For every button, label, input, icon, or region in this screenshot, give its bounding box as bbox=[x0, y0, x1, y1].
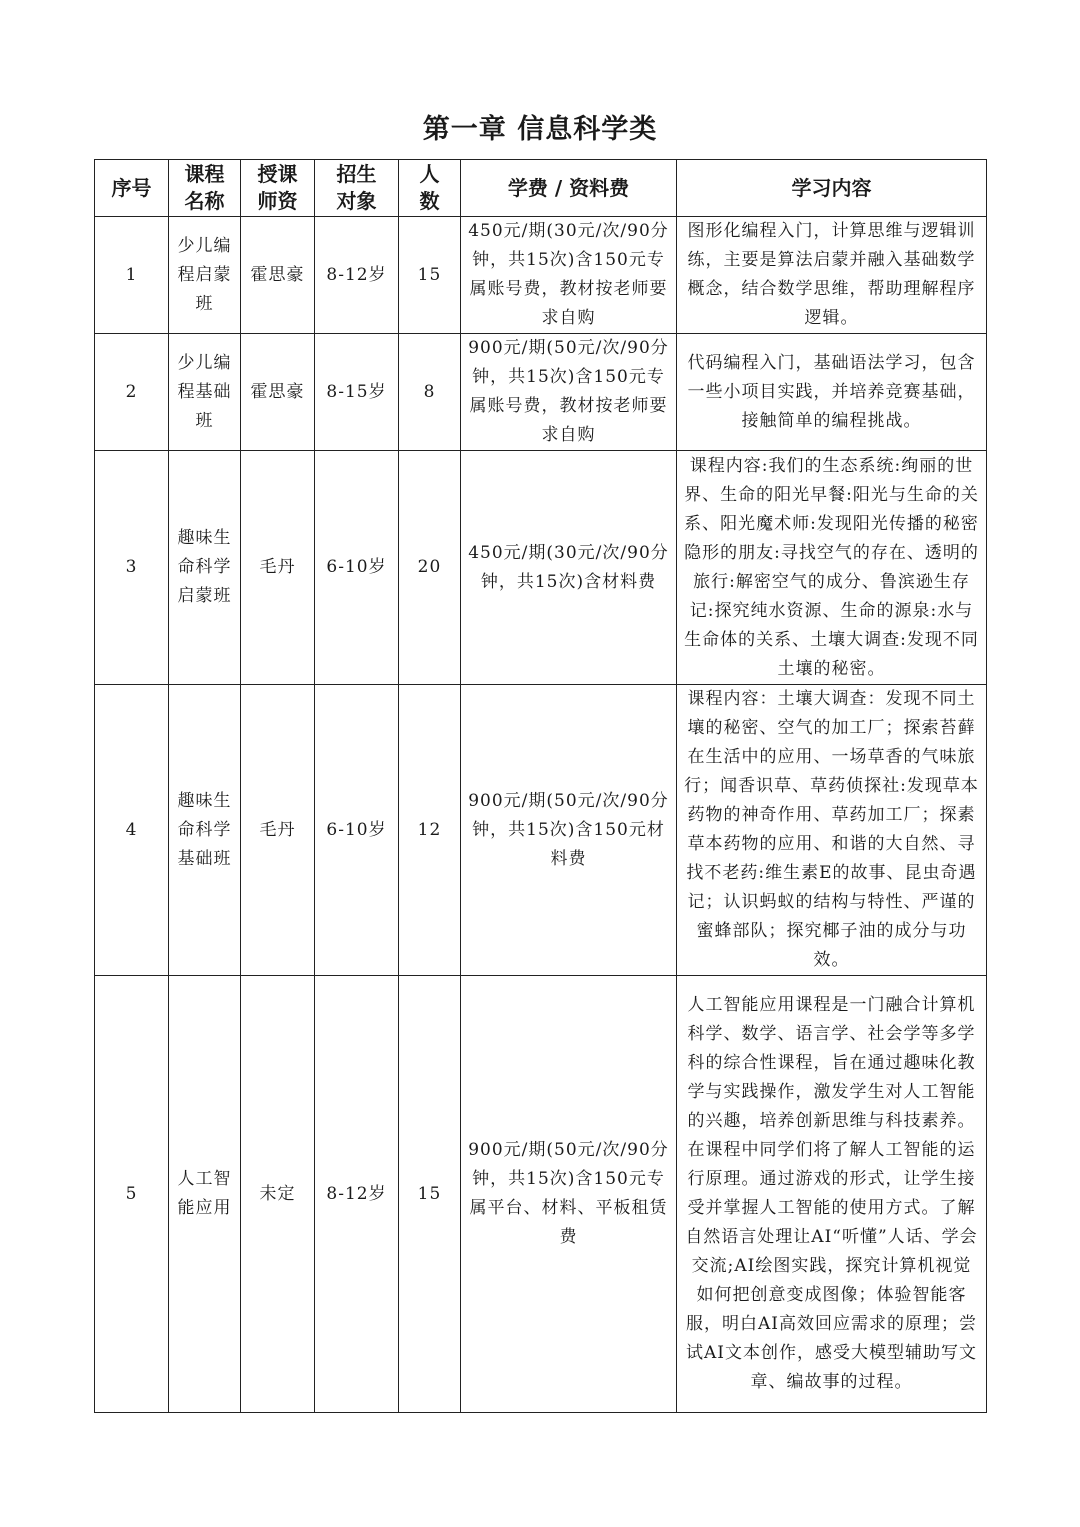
row-number: 1 bbox=[95, 217, 169, 334]
teacher-name: 霍思豪 bbox=[241, 217, 315, 334]
target-age: 8-15岁 bbox=[315, 334, 399, 451]
course-name: 人工智能应用 bbox=[169, 976, 241, 1413]
target-age: 8-12岁 bbox=[315, 217, 399, 334]
fee-text: 900元/期(50元/次/90分钟，共15次)含150元专属平台、材料、平板租赁费 bbox=[461, 976, 677, 1413]
page-title: 第一章 信息科学类 bbox=[422, 114, 658, 145]
fee-text: 450元/期(30元/次/90分钟，共15次)含材料费 bbox=[461, 451, 677, 685]
table-row bbox=[95, 976, 987, 1413]
row-number: 2 bbox=[95, 334, 169, 451]
course-name: 少儿编程启蒙班 bbox=[169, 217, 241, 334]
teacher-name: 霍思豪 bbox=[241, 334, 315, 451]
column-header-content: 学习内容 bbox=[677, 160, 987, 217]
course-content: 课程内容:我们的生态系统:绚丽的世界、生命的阳光早餐:阳光与生命的关系、阳光魔术师:发现阳光传播的秘密隐形的朋友:寻找空气的存在、透明的旅行:解密空气的成分、鲁滨逊生存记:探究纯水资源、生命的源泉:水与生命体的关系、土壤大调查:发现不同土壤的秘密。 bbox=[677, 451, 987, 685]
course-content: 代码编程入门，基础语法学习，包含一些小项目实践，并培养竞赛基础，接触简单的编程挑战。 bbox=[677, 334, 987, 451]
row-number: 4 bbox=[95, 685, 169, 976]
target-age: 6-10岁 bbox=[315, 685, 399, 976]
column-header-fee: 学费 / 资料费 bbox=[461, 160, 677, 217]
row-number: 5 bbox=[95, 976, 169, 1413]
course-name: 趣味生命科学启蒙班 bbox=[169, 451, 241, 685]
course-content: 人工智能应用课程是一门融合计算机科学、数学、语言学、社会学等多学科的综合性课程，旨在通过趣味化教学与实践操作，激发学生对人工智能的兴趣，培养创新思维与科技素养。在课程中同学们将了解人工智能的运行原理。通过游戏的形式，让学生接受并掌握人工智能的使用方式。了解自然语言处理让AI“听懂”人话、学会交流;AI绘图实践，探究计算机视觉如何把创意变成图像；体验智能客服，明白AI高效回应需求的原理；尝试AI文本创作，感受大模型辅助写文章、编故事的过程。 bbox=[677, 976, 987, 1413]
table-row bbox=[95, 451, 987, 685]
fee-text: 900元/期(50元/次/90分钟，共15次)含150元材料费 bbox=[461, 685, 677, 976]
column-header-teacher: 授课师资 bbox=[241, 160, 315, 217]
enrollment-count: 8 bbox=[399, 334, 461, 451]
column-header-course-name: 课程名称 bbox=[169, 160, 241, 217]
enrollment-count: 20 bbox=[399, 451, 461, 685]
teacher-name: 未定 bbox=[241, 976, 315, 1413]
course-content: 课程内容：土壤大调查：发现不同土壤的秘密、空气的加工厂；探索苔藓在生活中的应用、一场草香的气味旅行；闻香识草、草药侦探社:发现草本药物的神奇作用、草药加工厂；探素草本药物的应用、和谐的大自然、寻找不老药:维生素E的故事、昆虫奇遇记；认识蚂蚁的结构与特性、严谨的蜜蜂部队；探究椰子油的成分与功效。 bbox=[677, 685, 987, 976]
course-table bbox=[94, 159, 987, 1413]
teacher-name: 毛丹 bbox=[241, 685, 315, 976]
enrollment-count: 12 bbox=[399, 685, 461, 976]
column-header-target: 招生对象 bbox=[315, 160, 399, 217]
target-age: 8-12岁 bbox=[315, 976, 399, 1413]
teacher-name: 毛丹 bbox=[241, 451, 315, 685]
course-name: 少儿编程基础班 bbox=[169, 334, 241, 451]
table-row bbox=[95, 334, 987, 451]
table-row bbox=[95, 685, 987, 976]
enrollment-count: 15 bbox=[399, 217, 461, 334]
row-number: 3 bbox=[95, 451, 169, 685]
enrollment-count: 15 bbox=[399, 976, 461, 1413]
column-header-no: 序号 bbox=[95, 160, 169, 217]
fee-text: 900元/期(50元/次/90分钟，共15次)含150元专属账号费，教材按老师要求自购 bbox=[461, 334, 677, 451]
table-header-row bbox=[95, 160, 987, 217]
target-age: 6-10岁 bbox=[315, 451, 399, 685]
column-header-count: 人数 bbox=[399, 160, 461, 217]
table-row bbox=[95, 217, 987, 334]
course-content: 图形化编程入门，计算思维与逻辑训练，主要是算法启蒙并融入基础数学概念，结合数学思维，帮助理解程序逻辑。 bbox=[677, 217, 987, 334]
course-name: 趣味生命科学基础班 bbox=[169, 685, 241, 976]
fee-text: 450元/期(30元/次/90分钟，共15次)含150元专属账号费，教材按老师要求自购 bbox=[461, 217, 677, 334]
